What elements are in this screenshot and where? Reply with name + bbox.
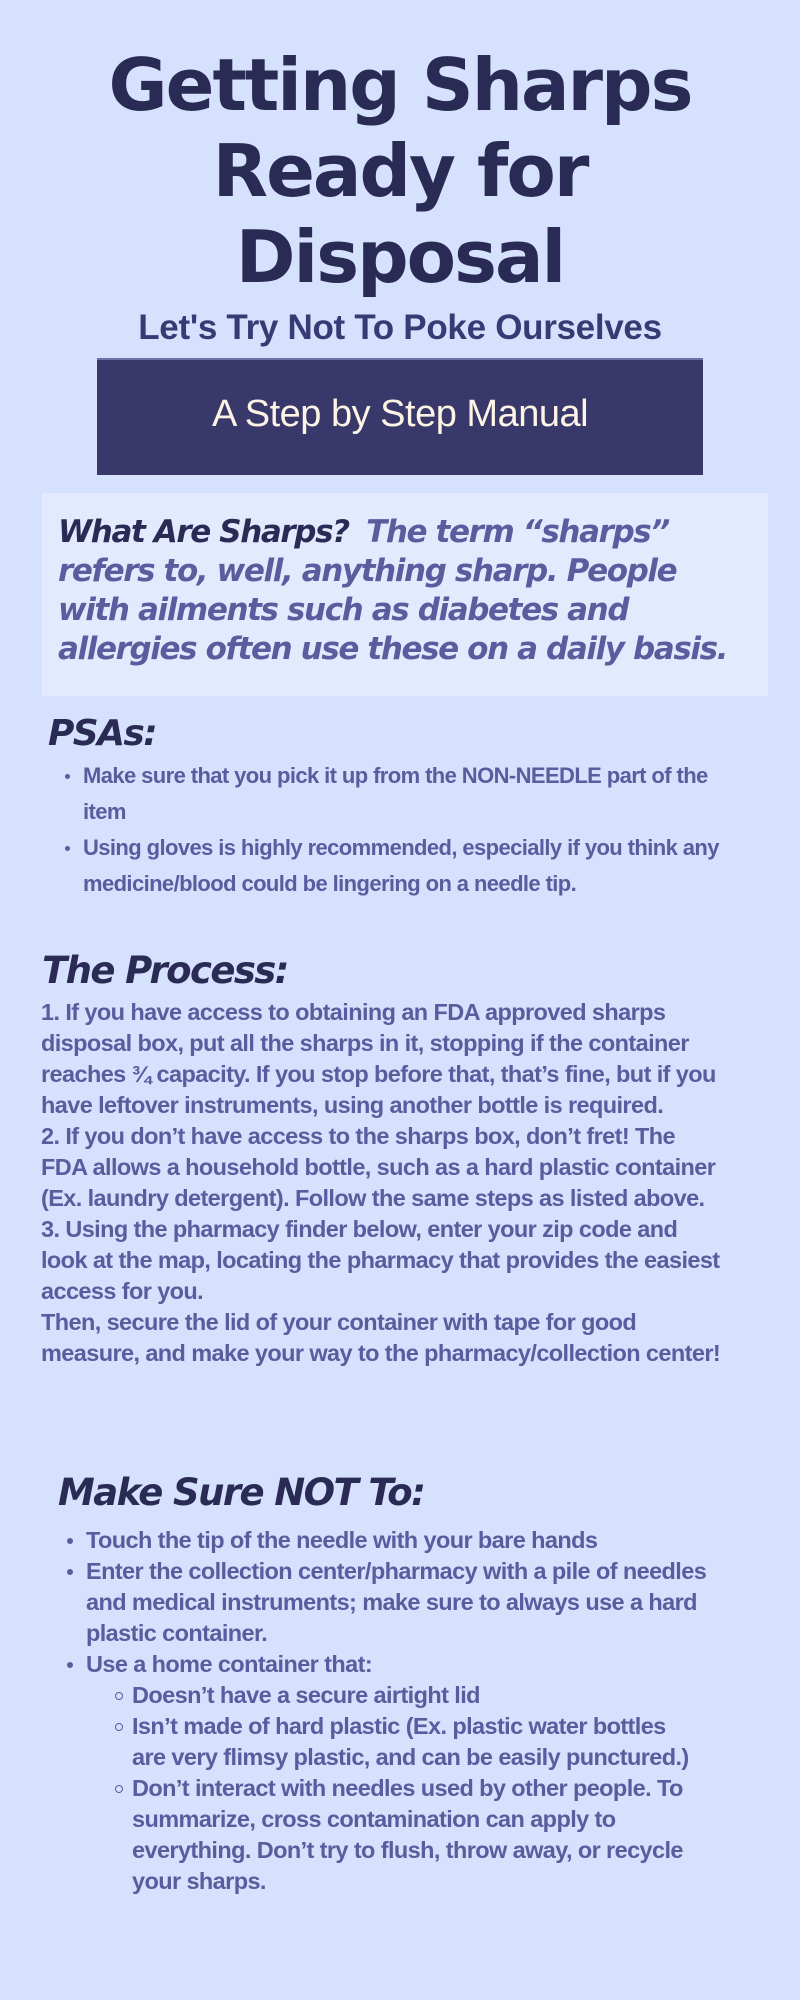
title-line-2: Ready for (212, 129, 588, 213)
sub-item: Don’t interact with needles used by other people. To summarize, cross contamination can apply to everything. Don’t try to flush, throw away, or recycle your sharps. (132, 1773, 692, 1897)
process-step-1: 1. If you have access to obtaining an FDA approved sharps disposal box, put all the sharps in it, stopping if the container reaches ¾ capacity. If you stop before that, that’s fine, but if you have leftover instruments, using another bottle is required. (41, 999, 716, 1118)
manual-banner (97, 358, 703, 475)
make-sure-not-to-list (86, 1525, 726, 1897)
sub-item: Isn’t made of hard plastic (Ex. plastic water bottles are very flimsy plastic, and can be easily punctured.) (132, 1711, 692, 1773)
process-step-3: 3. Using the pharmacy finder below, enter your zip code and look at the map, locating the pharmacy that provides the easiest access for you. (41, 1216, 720, 1304)
process-step-2: 2. If you don’t have access to the sharps box, don’t fret! The FDA allows a household bottle, such as a hard plastic container (Ex. laundry detergent). Follow the same steps as listed above. (41, 1123, 716, 1211)
not-to-item-with-sublist (86, 1649, 726, 1897)
psa-item: Make sure that you pick it up from the NON-NEEDLE part of the item (83, 758, 723, 830)
make-sure-not-to-heading: Make Sure NOT To: (58, 1471, 425, 1514)
not-to-item-label: Use a home container that: (86, 1651, 373, 1677)
sub-item: Doesn’t have a secure airtight lid (132, 1680, 692, 1711)
banner-text: A Step by Step Manual (211, 393, 589, 435)
title-line-3: Disposal (235, 215, 565, 299)
process-heading: The Process: (42, 949, 288, 992)
title-line-1: Getting Sharps (108, 43, 692, 127)
process-steps (41, 997, 721, 1369)
what-are-sharps-body: The term “sharps” refers to, well, anything sharp. People with ailments such as diabetes and allergies often use these on a daily basis. (58, 514, 728, 667)
page-title (0, 42, 800, 300)
psas-list (83, 758, 723, 902)
home-container-sublist (132, 1680, 692, 1897)
not-to-item: Touch the tip of the needle with your bare hands (86, 1525, 726, 1556)
psa-item: Using gloves is highly recommended, especially if you think any medicine/blood could be lingering on a needle tip. (83, 830, 723, 902)
psas-heading: PSAs: (48, 713, 156, 754)
what-are-sharps-lead: What Are Sharps? (58, 514, 349, 550)
subtitle: Let's Try Not To Poke Ourselves (138, 308, 662, 347)
not-to-item: Enter the collection center/pharmacy with a pile of needles and medical instruments; make sure to always use a hard plastic container. (86, 1556, 726, 1649)
process-final-step: Then, secure the lid of your container with tape for good measure, and make your way to the pharmacy/collection center! (41, 1309, 721, 1366)
what-are-sharps-box (42, 493, 768, 696)
what-are-sharps-paragraph (58, 513, 750, 669)
